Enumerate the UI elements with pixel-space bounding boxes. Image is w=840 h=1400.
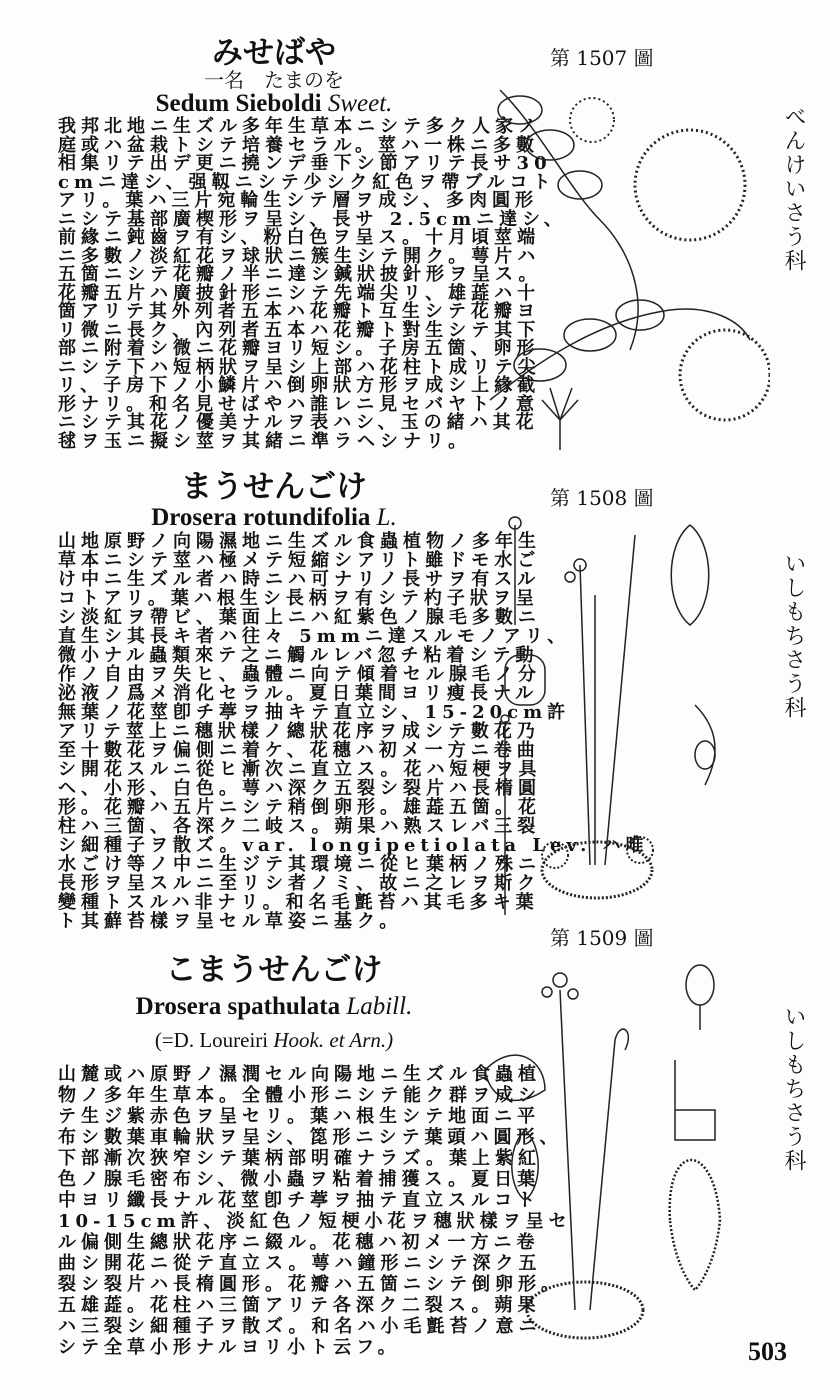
entry-title: こまうせんごけ (165, 952, 383, 988)
body-line: ト其蘚苔樣ヲ呈セル草姿ニ基ク。 (58, 911, 403, 932)
body-line: 我邦北地ニ生ズル多年生草本ニシテ多ク人家ノ (58, 116, 541, 137)
body-line: ニシテ其花ノ優美ナルヲ表ハシ、玉の緒ハ其花 (58, 412, 539, 433)
body-line: ル偏側生總狀花序ニ綴ル。花穗ハ初メ一方ニ卷 (58, 1232, 540, 1253)
body-line: シ淡紅ヲ帶ビ、葉面上ニハ紅紫色ノ腺毛多數ニ (58, 607, 541, 628)
body-line: 五雄蕋。花柱ハ三箇アリテ各深ク二裂ス。蒴果 (58, 1295, 541, 1316)
latin-genus-species: Drosera spathulata (135, 993, 341, 1020)
illustration-drosera-rotundifolia (495, 505, 735, 925)
body-line: アリ。葉ハ三片宛輪生シテ層ヲ成シ、多肉圓形 (58, 190, 538, 211)
body-line: 形ナリ。和名見せばやハ誰レニ見セバヤトノ意 (58, 393, 540, 415)
body-line: 色ノ腺毛密布シ、微小蟲ヲ粘着捕獲ス。夏日葉 (58, 1169, 541, 1190)
entry-title: みせばや (212, 35, 336, 71)
entry-title: まうせんごけ (181, 469, 367, 505)
body-line: 水ごけ等ノ中ニ生ジテ其環境ニ從ヒ葉柄ノ殊ニ (58, 854, 541, 875)
family-label-crassulaceae: べんけいさう科 (781, 105, 806, 273)
body-line: リ、子房下ノ小鱗片ハ倒卵狀方形ヲ成シ上緣截 (58, 375, 541, 396)
body-line: 中ヨリ纖長ナル花莖卽チ葶ヲ抽テ直立スルコト (58, 1190, 541, 1211)
body-line: 山麓或ハ原野ノ濕潤セル向陽地ニ生ズル食蟲植 (58, 1064, 541, 1085)
flower-head (635, 130, 745, 240)
latin-author: Labill. (346, 993, 413, 1020)
seed (695, 741, 715, 769)
body-line: 裂シ裂片ハ長楕圓形。花瓣ハ五箇ニシテ倒卵形。 (58, 1274, 564, 1295)
flower-head (570, 98, 614, 142)
synonym (58, 1024, 490, 1056)
figure-label-1508: 第 1508 圖 (550, 486, 654, 510)
latin-author: Sweet. (327, 90, 393, 117)
body-line: 相集リテ出デ更ニ撓ンデ垂下シ節アリテ長サ30 (58, 153, 552, 174)
latin-name (58, 504, 490, 532)
entry-misebaya (58, 35, 567, 452)
body-line: 10-15cm許、淡紅色ノ短梗小花ヲ穗狀樣ヲ呈セ (58, 1211, 572, 1232)
body-line: 形。花瓣ハ五片ニシテ稍倒卵形。雄蕋五箇。花 (58, 797, 541, 818)
flower-detail (485, 1055, 545, 1100)
body-line: 泌液ノ爲メ消化セラル。夏日葉間ヨリ瘦長ナル (58, 683, 539, 704)
illustration-drosera-spathulata (475, 950, 745, 1350)
body-line: 五箇ニシテ花瓣ノ半ニ達シ鍼狀披針形ヲ呈ス。 (58, 264, 542, 285)
body-line: cmニ達シ、强靱ニシテ少シク紅色ヲ帶ブルコト (58, 171, 556, 193)
body-line: 作ノ自由ヲ失ヒ、蟲體ニ向テ傾着セル腺毛ノ分 (58, 664, 541, 685)
stamen (686, 965, 714, 1005)
family-label-droseraceae: いしもちさう科 (781, 552, 806, 720)
illustration-sedum-sieboldi (480, 70, 770, 460)
body-line: 部ニ附着シ微ニ花瓣ヨリ短シ。子房五箇、卵形 (58, 338, 540, 359)
latin-genus-species: Sedum Sieboldi (155, 90, 322, 117)
body-line: ニシテ基部廣楔形ヲ呈シ、長サ 2.5cmニ達シ、 (58, 208, 567, 230)
flower (553, 973, 567, 987)
body-line: 草本ニシテ莖ハ極メテ短縮シアリト雖ドモ水ご (58, 550, 541, 571)
leaf-rosette (527, 1282, 643, 1338)
body-line: 直生シ其長キ者ハ往々 5mmニ達スルモノアリ、 (58, 626, 571, 647)
body-line: 花瓣五片ハ廣披針形ニシテ先端尖リ、雄蕋ハ十 (58, 282, 541, 304)
flower-head (680, 330, 770, 420)
family-label-droseraceae-2: いしもちさう科 (781, 1005, 806, 1173)
body-line: 長形ヲ呈スルニ至リシ者ノミ、故ニ之レヲ斯ク (58, 873, 541, 894)
entry-body (58, 1064, 572, 1358)
body-line: ヘ、小形、白色。萼ハ深ク五裂シ裂片ハ長楕圓 (58, 778, 541, 799)
body-line: アリテ莖上ニ穗狀樣ノ總狀花序ヲ成シテ數花乃 (58, 721, 540, 742)
latin-author: L. (376, 504, 397, 531)
body-line: 柱ハ三箇、各深ク二岐ス。蒴果ハ熟スレバ三裂 (58, 816, 541, 837)
sepal (512, 1130, 538, 1200)
body-line: 山地原野ノ向陽濕地ニ生ズル食蟲植物ノ多年生 (58, 531, 541, 552)
body-line: 變種トスルハ非ナリ。和名毛氈苔ハ其毛多キ葉 (58, 892, 539, 913)
body-line: 布シ數葉車輪狀ヲ呈シ、箆形ニシテ葉頭ハ圓形、 (58, 1127, 563, 1148)
body-line: 無葉ノ花莖卽チ葶ヲ抽キテ直立シ、15-20cm許 (58, 702, 571, 723)
body-line: シ開花スルニ從ヒ漸次ニ直立ス。花ハ短梗ヲ具 (58, 759, 542, 780)
body-line: 毬ヲ玉ニ擬シ莖ヲ其緒ニ準ラヘシナリ。 (58, 430, 472, 452)
body-line: コトアリ。葉ハ根生シ長柄ヲ有シテ杓子狀ヲ呈 (58, 588, 539, 609)
figure-label-1509: 第 1509 圖 (550, 926, 654, 950)
alternate-name: 一名 たまのを (204, 68, 344, 92)
figure-label-1507: 第 1507 圖 (550, 46, 654, 70)
sepal (671, 525, 709, 625)
body-line: ニ多數ノ淡紅花ヲ球狀ニ簇生シテ開ク。萼片ハ (58, 245, 541, 267)
page-number: 503 (748, 1337, 787, 1366)
body-line: 庭或ハ盆栽トシテ培養セラル。莖ハ一株ニ多數 (58, 134, 540, 156)
latin-genus-species: Drosera rotundifolia (151, 504, 371, 531)
leaf-detail (670, 1160, 720, 1290)
body-line: リ微ニ長ク、內列者五本ハ花瓣ト對生シテ其下 (58, 319, 541, 341)
leaf-rosette (542, 842, 652, 898)
synonym-name: (=D. Loureiri (154, 1028, 269, 1052)
body-line: 曲シ開花ニ從テ直立ス。萼ハ鐘形ニシテ深ク五 (58, 1253, 542, 1274)
body-line: 微小ナル蟲類來テ之ニ觸ルレバ忽チ粘着シテ動 (58, 645, 539, 666)
body-line: け中ニ生ズル者ハ時ニハ可ナリノ長サヲ有スル (58, 569, 541, 590)
flower-stalks (580, 535, 635, 865)
body-line: シテ全草小形ナルヨリ小ト云フ。 (58, 1337, 401, 1358)
ovary (675, 1060, 715, 1140)
entry-body (58, 531, 649, 932)
entry-body (58, 116, 567, 452)
latin-name (58, 990, 490, 1024)
latin-name (58, 90, 490, 118)
body-line: 物ノ多年生草本。全體小形ニシテ能ク群ヲ成シ (58, 1085, 541, 1106)
body-line: 前緣ニ鈍齒ヲ有シ、粉白色ヲ呈ス。十月頃莖端 (58, 227, 541, 248)
body-line: テ生ジ紫赤色ヲ呈セリ。葉ハ根生シテ地面ニ平 (58, 1106, 541, 1127)
body-line: 至十數花ヲ偏側ニ着ケ、花穗ハ初メ一方ニ卷曲 (58, 740, 540, 761)
body-line: シ細種子ヲ散ズ。var. longipetiolata Lev. ハ唯 (58, 835, 649, 856)
flower-stalks (560, 990, 628, 1310)
body-line: ニシテ下ハ短柄狀ヲ呈シ上部ハ花柱ト成リテ尖 (58, 356, 541, 378)
body-line: 下部漸次狹窄シテ葉柄部明確ナラズ。葉上紫紅 (58, 1148, 541, 1169)
flower-detail (542, 388, 578, 450)
body-line: 箇アリテ其外列者五本ハ花瓣ト互生シテ花瓣ヨ (58, 301, 540, 322)
ovary (505, 655, 545, 705)
entry-komousengoke (58, 950, 572, 1358)
body-line: ハ三裂シ細種子ヲ散ズ。和名ハ小毛氈苔ノ意ニ (58, 1316, 542, 1337)
synonym-author: Hook. et Arn.) (273, 1028, 394, 1052)
